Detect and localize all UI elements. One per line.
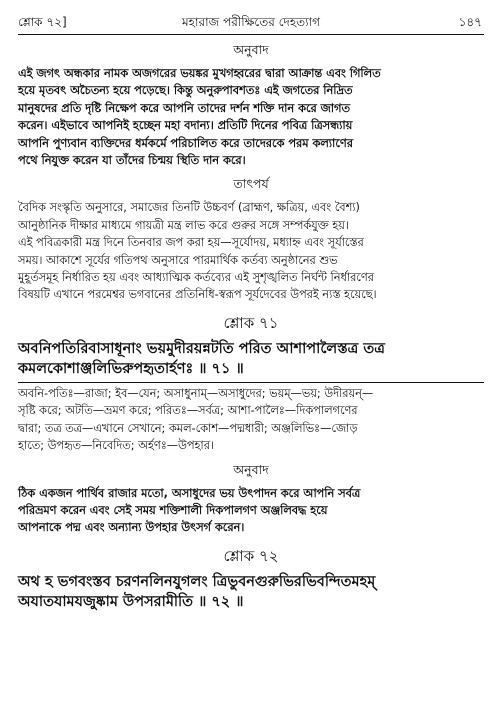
header-verse-ref: শ্লোক ৭২] (18, 15, 67, 29)
header-page-number: ১৪৭ (458, 15, 482, 29)
translation-heading: অনুবাদ (233, 42, 269, 57)
synonym-line: অবনি-পতিঃ—রাজা; ইব—যেন; অসাধুনাম্—অসাধুদের; ভয়ম্—ভয়; উদীরয়ন্— (18, 386, 374, 400)
book-page (18, 12, 484, 612)
translation-line: পরিভ্রমণ করেন এবং সেই সময় শক্তিশালী দিকপালগণ অঞ্জলিবদ্ধ হয়ে (18, 503, 328, 517)
verse-71-translation (18, 485, 484, 537)
translation-line: হয়ে মৃতবৎ অচৈতন্য হয়ে পড়েছে। কিন্তু অনুরুপাবশতঃ এই জগতের নিদ্রিত (18, 84, 353, 98)
verse-divider (18, 382, 484, 383)
purport-line: এই পবিত্রকারী মন্ত্র দিনে তিনবার জপ করা হয়—সূর্যোদয়, মধ্যাহ্ন এবং সূর্যাস্তের (18, 236, 364, 250)
translation-line: করেন। এইভাবে আপনিই হচ্ছেন মহা বদান্য। প্রতিটি দিনের পবিত্র ত্রিসন্ধ্যায় (18, 119, 353, 133)
purport-line: আনুষ্ঠানিক দীক্ষার মাধ্যমে গায়ত্রী মন্ত্র লাভ করে গুরুর সঙ্গে সম্পর্কযুক্ত হয়। (18, 218, 349, 232)
purport-line: বিষয়টি এখানে পরমেশ্বর ভগবানের প্রতিনিধি-স্বরূপ সূর্যদেবের উপরই ন্যস্ত হয়েছে। (18, 288, 377, 302)
purport-line: মুহূর্তসমূহ নির্ধারিত হয় এবং আধ্যাত্মিক কর্তব্যের এই সুশৃঙ্খলিত নির্ঘন্ট নির্ধারণের (18, 271, 374, 285)
translation-line: আপনি পুণ্যবান ব্যক্তিদের ধর্মকর্মে পরিচালিত করে তাদেরকে পরম কল্যাণের (18, 136, 353, 150)
synonym-line: হাতে; উপহৃত—নিবেদিত; অর্হণঃ—উপহার। (18, 439, 214, 453)
header-chapter-title: মহারাজ পরীক্ষিতের দেহত্যাগ (182, 15, 320, 29)
synonym-line: দ্বারা; তত্র তত্র—এখানে সেখানে; কমল-কোশ—পদ্মধারী; অঞ্জলিভিঃ—জোড় (18, 421, 358, 435)
verse-line: কমলকোশাঞ্জলিভিরুপহৃতার্হণঃ ॥ ৭১ ॥ (18, 360, 244, 377)
running-header (18, 12, 484, 32)
translation-block (18, 65, 484, 169)
purport-heading: তাৎপর্য (233, 176, 269, 192)
translation-line: মানুষদের প্রতি দৃষ্টি নিক্ষেপ করে আপনি তাদের দর্শন শক্তি দান করে জাগত (18, 101, 350, 115)
purport-block (18, 199, 484, 303)
header-rule (18, 34, 484, 35)
verse-71-translation-heading: অনুবাদ (233, 461, 269, 477)
purport-line: সময়। আকাশে সূর্যের গতিপথ অনুসারে পারমার্থিক কর্তব্য অনুষ্ঠানের শুভ (18, 253, 338, 267)
verse-line: অবনিপতিরিবাসাধূনাং ভয়মুদীরয়ন্নটতি পরিত আশাপালৈস্তত্র তত্র (18, 340, 385, 357)
verse-72-heading: শ্লোক ৭২ (223, 546, 279, 565)
verse-71-synonyms (18, 385, 484, 455)
verse-71-text (18, 339, 484, 379)
translation-line: এই জগৎ অন্ধকার নামক অজগরের ভয়ঙ্কর মুখগহ্বরের দ্বারা আক্রান্ত এবং গিলিত (18, 67, 381, 80)
verse-71-heading: শ্লোক ৭১ (223, 313, 279, 332)
verse-72-text (18, 572, 484, 612)
synonym-line: সৃষ্টি করে; অটতি—ভ্রমণ করে; পরিতঃ—সর্বত্র; আশা-পালৈঃ—দিকপালগণের (18, 404, 358, 418)
translation-line: ঠিক একজন পার্থিব রাজার মতো, অসাধুদের ভয় উৎপাদন করে আপনি সর্বত্র (18, 486, 361, 500)
purport-line: বৈদিক সংস্কৃতি অনুসারে, সমাজের তিনটি উচ্চবর্ণ (ব্রাহ্মণ, ক্ষত্রিয়, এবং বৈশ্য) (18, 201, 360, 215)
translation-line: পথে নিযুক্ত করেন যা তাঁদের চিন্ময় স্থিতি দান করে। (18, 154, 246, 168)
translation-line: আপনাকে পদ্ম এবং অন্যান্য উপহার উৎসর্গ করেন। (18, 521, 245, 535)
verse-line: অযাতযামযজুষ্কাম উপসরামীতি ॥ ৭২ ॥ (18, 593, 244, 610)
verse-line: অথ হ ভগবংস্তব চরণনলিনযুগলং ত্রিভুবনগুরুভিরভিবন্দিতমহম্ (18, 573, 376, 590)
